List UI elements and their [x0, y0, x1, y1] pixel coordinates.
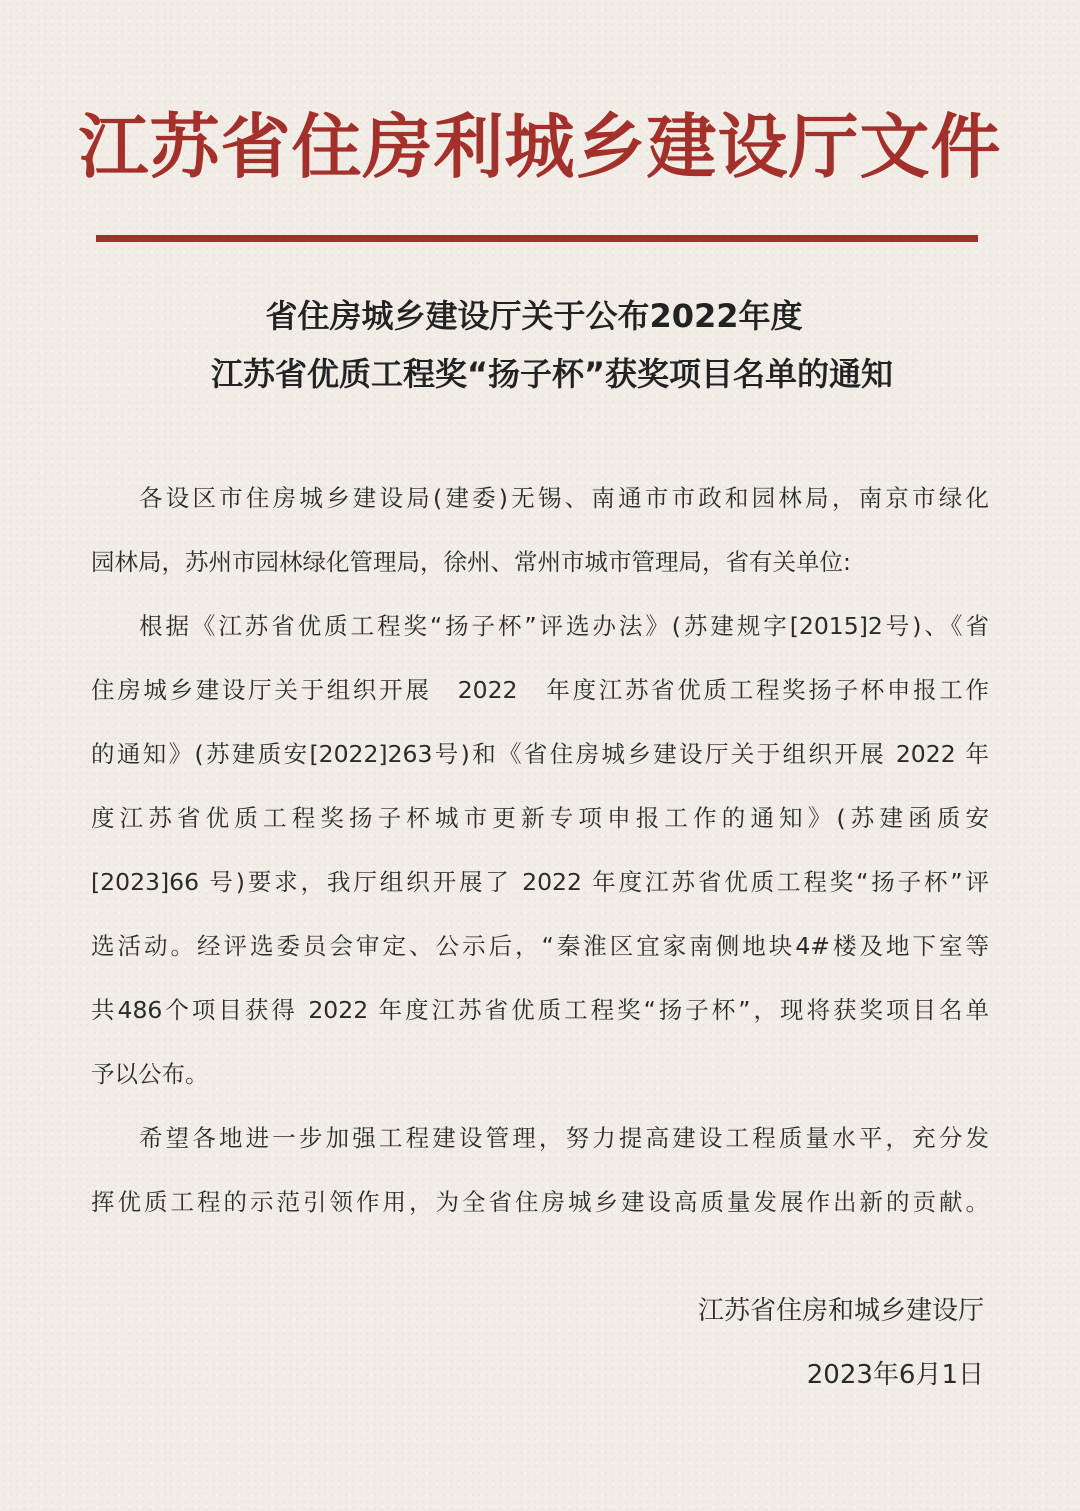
- body-paragraph-line: 予以公布。: [91, 1060, 209, 1088]
- issuing-authority-title: 江苏省住房利城乡建设厅文件: [78, 105, 1002, 188]
- body-paragraph-line: 度江苏省优质工程奖扬子杯城市更新专项申报工作的通知》(苏建函质安: [91, 804, 989, 832]
- issue-date: 2023年6月1日: [806, 1360, 984, 1390]
- header-red-rule: [96, 235, 978, 242]
- body-paragraph-line: 根据《江苏省优质工程奖“扬子杯”评选办法》(苏建规字[2015]2号)、《省: [139, 612, 989, 640]
- body-paragraph-line: 共486个项目获得 2022 年度江苏省优质工程奖“扬子杯”，现将获奖项目名单: [91, 996, 989, 1024]
- closing-paragraph-line: 希望各地进一步加强工程建设管理，努力提高建设工程质量水平，充分发: [139, 1124, 989, 1152]
- body-paragraph-line: [2023]66 号)要求，我厅组织开展了 2022 年度江苏省优质工程奖“扬子杯”评: [91, 868, 989, 896]
- document-title-line-1: 省住房城乡建设厅关于公布2022年度: [265, 297, 803, 335]
- body-paragraph-line: 住房城乡建设厅关于组织开展 2022 年度江苏省优质工程奖扬子杯申报工作: [91, 676, 989, 704]
- addressee-line: 园林局，苏州市园林绿化管理局，徐州、常州市城市管理局，省有关单位:: [91, 548, 851, 576]
- body-paragraph-line: 的通知》(苏建质安[2022]263号)和《省住房城乡建设厅关于组织开展 2022 年: [91, 740, 989, 768]
- closing-paragraph-line: 挥优质工程的示范引领作用，为全省住房城乡建设高质量发展作出新的贡献。: [91, 1188, 989, 1216]
- document-title-line-2: 江苏省优质工程奖“扬子杯”获奖项目名单的通知: [210, 355, 894, 393]
- signing-organization: 江苏省住房和城乡建设厅: [697, 1296, 984, 1326]
- addressee-line: 各设区市住房城乡建设局(建委)无锡、南通市市政和园林局，南京市绿化: [139, 484, 989, 512]
- body-paragraph-line: 选活动。经评选委员会审定、公示后，“秦淮区宜家南侧地块4#楼及地下室等: [91, 932, 989, 960]
